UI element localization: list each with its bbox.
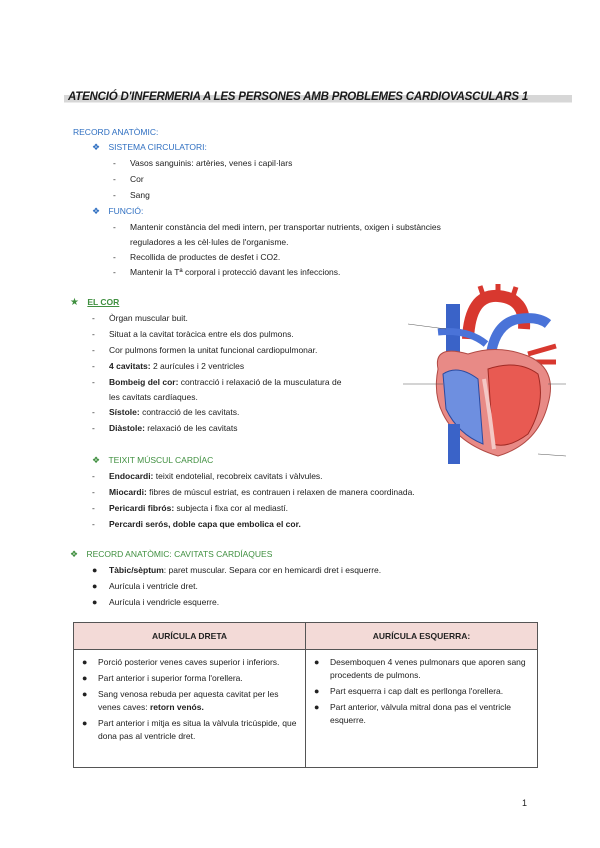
star-bullet-icon: ★: [70, 297, 79, 308]
dash-bullet: -: [92, 471, 95, 481]
diamond-bullet-icon: ❖: [92, 455, 101, 465]
page-title: ATENCIÓ D'INFERMERIA A LES PERSONES AMB PROBLEMES CARDIOVASCULARS 1: [64, 90, 572, 104]
heart-diagram-image: [398, 284, 568, 464]
list-item: Sístole: contracció de les cavitats.: [109, 407, 240, 417]
list-item: Pericardi fibrós: subjecta i fixa cor al mediastí.: [109, 503, 289, 513]
subsection-label: FUNCIÓ:: [108, 206, 144, 216]
dot-bullet: ●: [92, 597, 98, 607]
dash-bullet: -: [92, 519, 95, 529]
list-item: Cor pulmons formen la unitat funcional cardiopulmonar.: [109, 345, 318, 355]
list-item: Òrgan muscular buit.: [109, 313, 188, 323]
section-label: RECORD ANATÒMIC: CAVITATS CARDÍAQUES: [86, 549, 273, 559]
dot-bullet: ●: [314, 702, 320, 712]
list-item: ● Porció posterior venes caves superior i inferiors.: [82, 657, 280, 667]
list-item: ● Desemboquen 4 venes pulmonars que aporen sang procedents de pulmons.: [314, 657, 526, 680]
dot-bullet: ●: [92, 565, 98, 575]
section-heading-cor: [70, 297, 119, 308]
dot-bullet: ●: [314, 686, 320, 696]
dash-bullet: -: [113, 190, 116, 200]
dash-bullet: -: [92, 313, 95, 323]
list-item: Mantenir constància del medi intern, per transportar nutrients, oxigen i substàncies: [130, 222, 441, 232]
dot-bullet: ●: [82, 689, 88, 699]
list-item: Cor: [130, 174, 144, 184]
dash-bullet: -: [113, 267, 116, 277]
dot-bullet: ●: [82, 673, 88, 683]
list-item: Bombeig del cor: contracció i relaxació de la musculatura de: [109, 377, 342, 387]
table-header-right-atrium: AURÍCULA DRETA: [74, 623, 306, 650]
subsection-label: SISTEMA CIRCULATORI:: [108, 142, 207, 152]
list-item-continuation: les cavitats cardíaques.: [109, 392, 198, 402]
dash-bullet: -: [92, 329, 95, 339]
list-item: Diàstole: relaxació de les cavitats: [109, 423, 238, 433]
dash-bullet: -: [92, 345, 95, 355]
subsection-teixit: [92, 455, 213, 466]
subsection-funcio: [92, 206, 143, 217]
list-item: ● Sang venosa rebuda per aquesta cavitat per les venes caves: retorn venós.: [82, 689, 279, 712]
list-item: ● Part esquerra i cap dalt es perllonga l'orellera.: [314, 686, 504, 696]
list-item: Tàbic/sèptum: paret muscular. Separa cor en hemicardi dret i esquerre.: [109, 565, 382, 575]
section-heading-record: RECORD ANATÒMIC:: [73, 127, 159, 137]
dash-bullet: -: [92, 377, 95, 387]
dot-bullet: ●: [314, 657, 320, 667]
section-heading-cavitats: [70, 549, 272, 560]
dot-bullet: ●: [92, 581, 98, 591]
list-item: ● Part anterior i mitja es situa la vàlvula tricúspide, que dona pas al ventricle dret.: [82, 718, 297, 741]
dash-bullet: -: [92, 361, 95, 371]
list-item: Aurícula i vendricle esquerre.: [109, 597, 220, 607]
list-item: Situat a la cavitat toràcica entre els dos pulmons.: [109, 329, 294, 339]
diamond-bullet-icon: ❖: [92, 206, 101, 216]
diamond-bullet-icon: ❖: [92, 142, 101, 152]
diamond-bullet-icon: ❖: [70, 549, 79, 559]
dash-bullet: -: [113, 252, 116, 262]
list-item: ● Part anterior, vàlvula mitral dona pas el ventricle esquerre.: [314, 702, 511, 725]
dash-bullet: -: [92, 503, 95, 513]
list-item: Aurícula i ventricle dret.: [109, 581, 198, 591]
list-item: 4 cavitats: 2 aurícules i 2 ventricles: [109, 361, 245, 371]
dash-bullet: -: [113, 158, 116, 168]
list-item: Sang: [130, 190, 150, 200]
right-atrium-cell: [74, 650, 306, 768]
list-item: Recollida de productes de desfet i CO2.: [130, 252, 281, 262]
table-header-left-atrium: AURÍCULA ESQUERRA:: [306, 623, 538, 650]
subsection-sistema: [92, 142, 207, 153]
list-item-continuation: reguladores a les cèl·lules de l'organisme.: [130, 237, 289, 247]
dash-bullet: -: [113, 222, 116, 232]
list-item: Endocardi: teixit endotelial, recobreix cavitats i vàlvules.: [109, 471, 323, 481]
list-item: ● Part anterior i superior forma l'orellera.: [82, 673, 243, 683]
subsection-label: TEIXIT MÚSCUL CARDÍAC: [108, 455, 214, 465]
list-item: Vasos sanguinis: artèries, venes i capil·lars: [130, 158, 293, 168]
dot-bullet: ●: [82, 657, 88, 667]
list-item: Miocardi: fibres de múscul estriat, es contrauen i relaxen de manera coordinada.: [109, 487, 415, 497]
list-item: Percardi serós, doble capa que embolica el cor.: [109, 519, 301, 529]
atria-table: [73, 622, 538, 768]
left-atrium-cell: [306, 650, 538, 768]
dash-bullet: -: [92, 407, 95, 417]
dot-bullet: ●: [82, 718, 88, 728]
list-item: Mantenir la Tª corporal i protecció davant les infeccions.: [130, 267, 341, 277]
page-number: 1: [522, 798, 528, 808]
dash-bullet: -: [113, 174, 116, 184]
dash-bullet: -: [92, 423, 95, 433]
section-label: EL COR: [87, 297, 120, 307]
dash-bullet: -: [92, 487, 95, 497]
